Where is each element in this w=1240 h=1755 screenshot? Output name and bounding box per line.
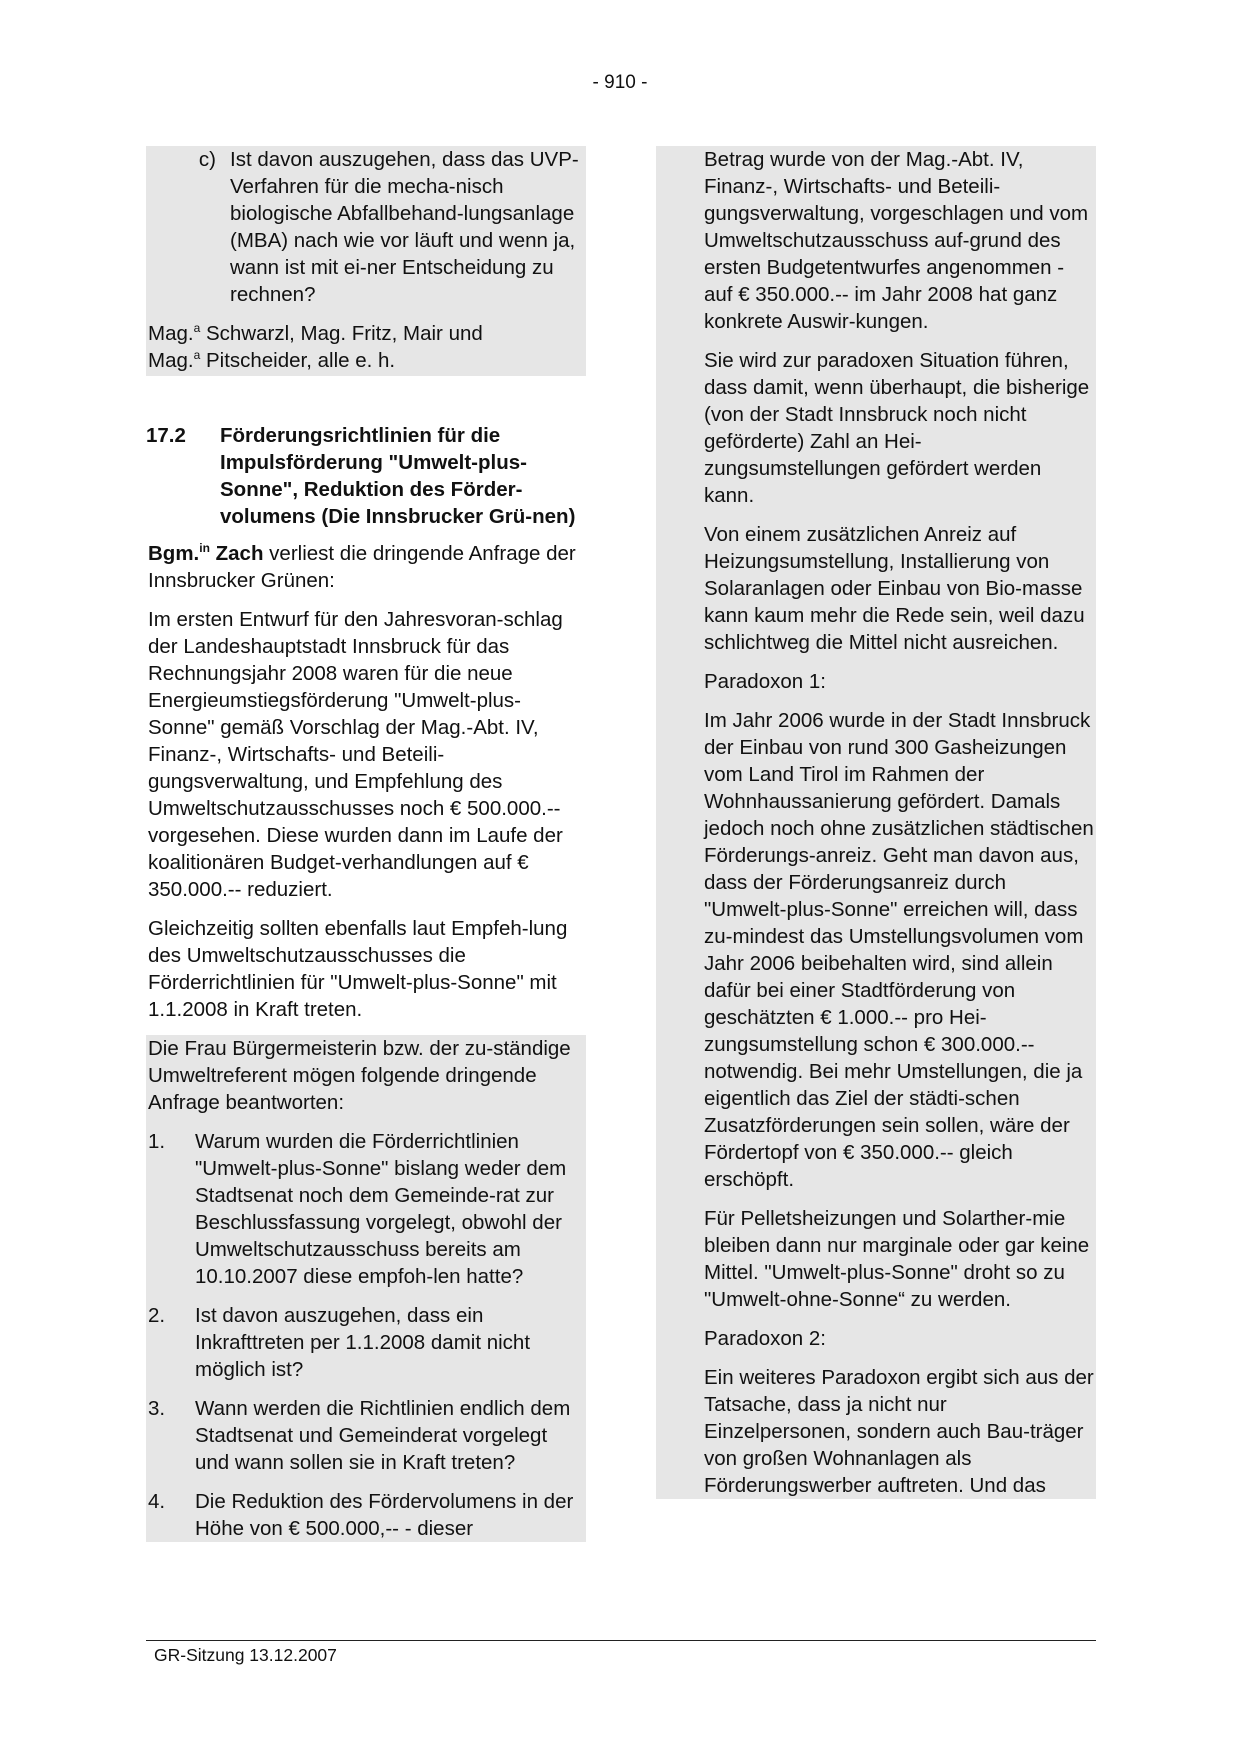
paragraph: Ein weiteres Paradoxon ergibt sich aus der Tatsache, dass ja nicht nur Einzelpersonen, sondern auch Bau-träger von großen Wohnanlagen als Förderungswerber auftreten. Und das [704, 1366, 1094, 1497]
paragraph: Betrag wurde von der Mag.-Abt. IV, Finanz-, Wirtschafts- und Beteili-gungsverwaltung, vorgeschlagen und vom Umweltschutzausschuss auf-grund des ersten Budgetentwurfes angenommen - auf € 350.000.-- im Jahr 2008 hat ganz konkrete Auswir-kungen. [704, 148, 1089, 333]
paragraph: Die Frau Bürgermeisterin bzw. der zu-ständige Umweltreferent mögen folgende dringende Anfrage beantworten: [148, 1037, 571, 1114]
section-heading [146, 422, 586, 530]
list-item-c [148, 146, 584, 308]
list-item: 3. Wann werden die Richtlinien endlich dem Stadtsenat und Gemeinderat vorgelegt und wann sollen sie in Kraft treten? [148, 1397, 571, 1474]
paragraph: Paradoxon 1: [704, 670, 826, 693]
question-c-block [146, 146, 586, 376]
section-title: Förderungsrichtlinien für die Impulsförderung "Umwelt-plus-Sonne", Reduktion des Förder-volumens (Die Innsbrucker Grü-nen) [220, 424, 576, 528]
right-column [656, 146, 1096, 1499]
list-item: 4. Die Reduktion des Fördervolumens in der Höhe von € 500.000,-- - dieser [148, 1490, 574, 1540]
list-item: 1. Warum wurden die Förderrichtlinien "Umwelt-plus-Sonne" bislang weder dem Stadtsenat noch dem Gemeinde-rat zur Beschlussfassung vorgelegt, obwohl der Umweltschutzausschuss bereits am 10.10.2007 diese empfoh-len hatte? [148, 1130, 567, 1288]
paragraph: Von einem zusätzlichen Anreiz auf Heizungsumstellung, Installierung von Solaranlagen oder Einbau von Bio-masse kann kaum mehr die Rede sein, weil dazu schlichtweg die Mittel nicht ausreichen. [704, 523, 1085, 654]
paragraph: Im Jahr 2006 wurde in der Stadt Innsbruck der Einbau von rund 300 Gasheizungen vom Land Tirol im Rahmen der Wohnhaussanierung gefördert. Damals jedoch noch ohne zusätzlichen städtischen Förderungs-anreiz. Geht man davon aus, dass der Förderungsanreiz durch "Umwelt-plus-Sonne" erreichen will, dass zu-mindest das Umstellungsvolumen vom Jahr 2006 beibehalten wird, sind allein dafür bei einer Stadtförderung von geschätzten € 1.000.-- pro Hei-zungsumstellung schon € 300.000.-- notwendig. Bei mehr Umstellungen, die ja eigentlich das Ziel der städti-schen Zusatzförderungen sein sollen, wäre der Fördertopf von € 350.000.-- gleich erschöpft. [704, 709, 1094, 1191]
section-number: 17.2 [146, 424, 186, 447]
paragraph: Sie wird zur paradoxen Situation führen, dass damit, wenn überhaupt, die bisherige (von der Stadt Innsbruck noch nicht geförderte) Zahl an Hei-zungsumstellungen gefördert werden kann. [704, 349, 1090, 507]
footer-text: GR-Sitzung 13.12.2007 [154, 1645, 337, 1665]
list-label: c) [198, 148, 216, 171]
intro-paragraph: Bgm.$^{in}$ Zach verliest die dringende Anfrage der Innsbrucker Grünen: [148, 541, 576, 592]
list-item: 2. Ist davon auszugehen, dass ein Inkrafttreten per 1.1.2008 damit nicht möglich ist? [148, 1304, 531, 1381]
left-column [146, 146, 586, 1542]
list-text: Ist davon auszugehen, dass das UVP-Verfahren für die mecha-nisch biologische Abfallbehand-lungsanlage (MBA) nach wie vor läuft und wenn ja, wann ist mit ei-ner Entscheidung zu rechnen? [230, 148, 579, 306]
question-block [146, 1035, 586, 1542]
paragraph: Im ersten Entwurf für den Jahresvoran-schlag der Landeshauptstadt Innsbruck für das Rechnungsjahr 2008 waren für die neue Energieumstiegsförderung "Umwelt-plus-Sonne" gemäß Vorschlag der Mag.-Abt. IV, Finanz-, Wirtschafts- und Beteili-gungsverwaltung, und Empfehlung des Umweltschutzausschusses noch € 500.000.-- vorgesehen. Diese wurden dann im Laufe der koalitionären Budget-verhandlungen auf € 350.000.-- reduziert. [148, 608, 563, 901]
signatories: Mag.$^a$ Schwarzl, Mag. Fritz, Mair und Mag.$^a$ Pitscheider, alle e. h. [148, 321, 483, 372]
footer-divider [146, 1640, 1096, 1641]
paragraph: Für Pelletsheizungen und Solarther-mie bleiben dann nur marginale oder gar keine Mittel. "Umwelt-plus-Sonne" droht so zu "Umwelt-ohne-Sonne“ zu werden. [704, 1207, 1090, 1311]
page-number: - 910 - [592, 72, 648, 93]
paragraph: Paradoxon 2: [704, 1327, 826, 1350]
paragraph: Gleichzeitig sollten ebenfalls laut Empfeh-lung des Umweltschutzausschusses die Förderrichtlinien für "Umwelt-plus-Sonne" mit 1.1.2008 in Kraft treten. [148, 917, 568, 1021]
